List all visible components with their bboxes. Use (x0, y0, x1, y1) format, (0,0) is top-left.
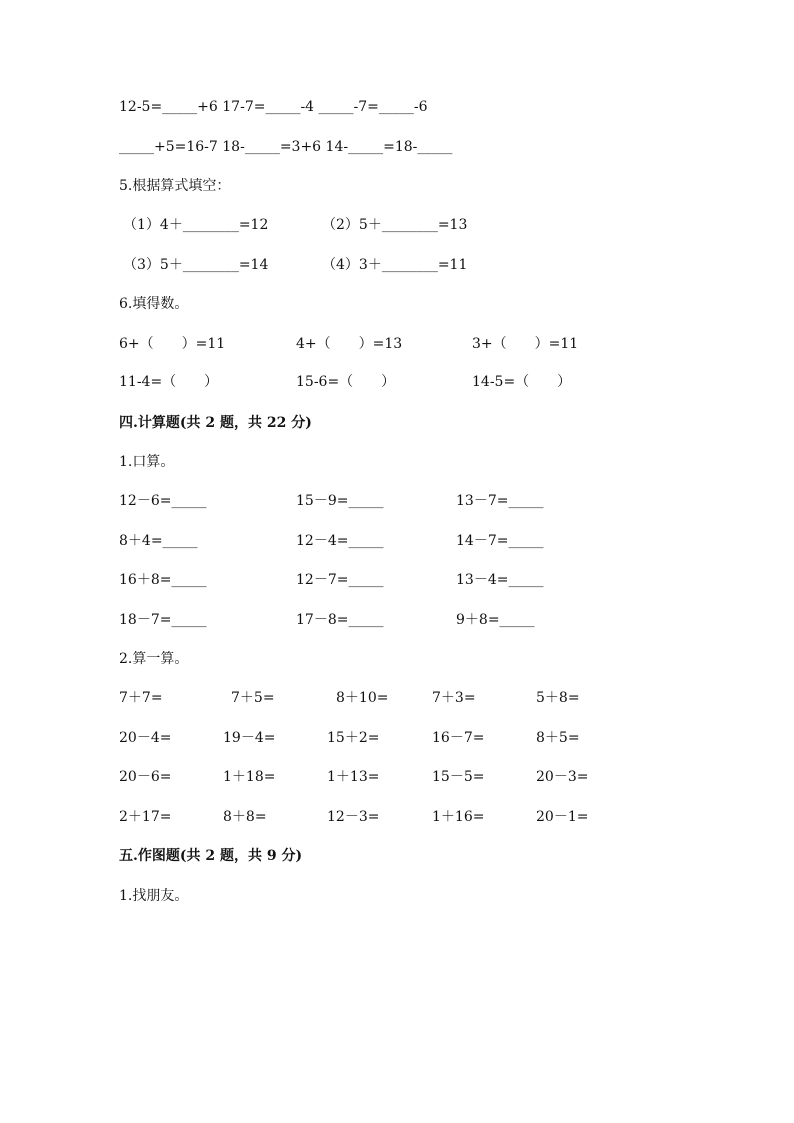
oral-r4-c3: 9＋8=_____ (456, 612, 535, 628)
calc-r3-c1: 20－6= (119, 769, 172, 785)
calc-r2-c2: 19－4= (223, 730, 276, 746)
q6-r2-c1: 11-4=（ ） (119, 374, 219, 390)
s4-q2-title: 2.算一算。 (119, 651, 189, 667)
calc-r2-c1: 20－4= (119, 730, 172, 746)
section-4-heading: 四.计算题(共 2 题，共 22 分) (119, 415, 312, 431)
oral-r2-c3: 14－7=_____ (456, 533, 544, 549)
calc-r1-c1: 7＋7= (119, 690, 163, 706)
s4-q1-title: 1.口算。 (119, 454, 175, 470)
oral-r2-c2: 12－4=_____ (296, 533, 384, 549)
calc-r1-c4: 7＋3= (432, 690, 476, 706)
calc-r2-c3: 15＋2= (327, 730, 380, 746)
calc-r3-c2: 1＋18= (223, 769, 276, 785)
oral-r3-c2: 12－7=_____ (296, 572, 384, 588)
calc-r4-c2: 8＋8= (223, 809, 267, 825)
q6-title: 6.填得数。 (119, 296, 189, 312)
q6-r2-c3: 14-5=（ ） (472, 374, 572, 390)
q6-r1-c3: 3+（ ）=11 (472, 336, 579, 352)
calc-r4-c4: 1＋16= (432, 809, 485, 825)
q5-item-1: （1）4＋________=12 (123, 217, 269, 233)
fill-blank-row-2: _____+5=16-7 18-_____=3+6 14-_____=18-_____ (119, 139, 453, 155)
calc-r3-c4: 15－5= (432, 769, 485, 785)
q5-title: 5.根据算式填空： (119, 178, 231, 194)
q6-r2-c2: 15-6=（ ） (296, 374, 396, 390)
calc-r4-c5: 20－1= (536, 809, 589, 825)
oral-r4-c2: 17－8=_____ (296, 612, 384, 628)
oral-r3-c3: 13－4=_____ (456, 572, 544, 588)
calc-r1-c3: 8＋10= (336, 690, 389, 706)
calc-r2-c4: 16－7= (432, 730, 485, 746)
calc-r3-c5: 20－3= (536, 769, 589, 785)
q6-r1-c2: 4+（ ）=13 (296, 336, 403, 352)
q5-item-2: （2）5＋________=13 (322, 217, 468, 233)
q5-item-4: （4）3＋________=11 (322, 257, 468, 273)
oral-r3-c1: 16＋8=_____ (119, 572, 207, 588)
q6-r1-c1: 6+（ ）=11 (119, 336, 226, 352)
calc-r2-c5: 8＋5= (536, 730, 580, 746)
calc-r1-c5: 5＋8= (536, 690, 580, 706)
s5-q1-title: 1.找朋友。 (119, 888, 189, 904)
fill-blank-row-1: 12-5=_____+6 17-7=_____-4 _____-7=_____-6 (119, 99, 428, 115)
oral-r4-c1: 18－7=_____ (119, 612, 207, 628)
oral-r2-c1: 8＋4=_____ (119, 533, 198, 549)
oral-r1-c1: 12－6=_____ (119, 493, 207, 509)
calc-r4-c3: 12－3= (327, 809, 380, 825)
oral-r1-c2: 15－9=_____ (296, 493, 384, 509)
section-5-heading: 五.作图题(共 2 题，共 9 分) (119, 848, 303, 864)
calc-r3-c3: 1＋13= (327, 769, 380, 785)
calc-r1-c2: 7＋5= (231, 690, 275, 706)
oral-r1-c3: 13－7=_____ (456, 493, 544, 509)
q5-item-3: （3）5＋________=14 (123, 257, 269, 273)
calc-r4-c1: 2＋17= (119, 809, 172, 825)
